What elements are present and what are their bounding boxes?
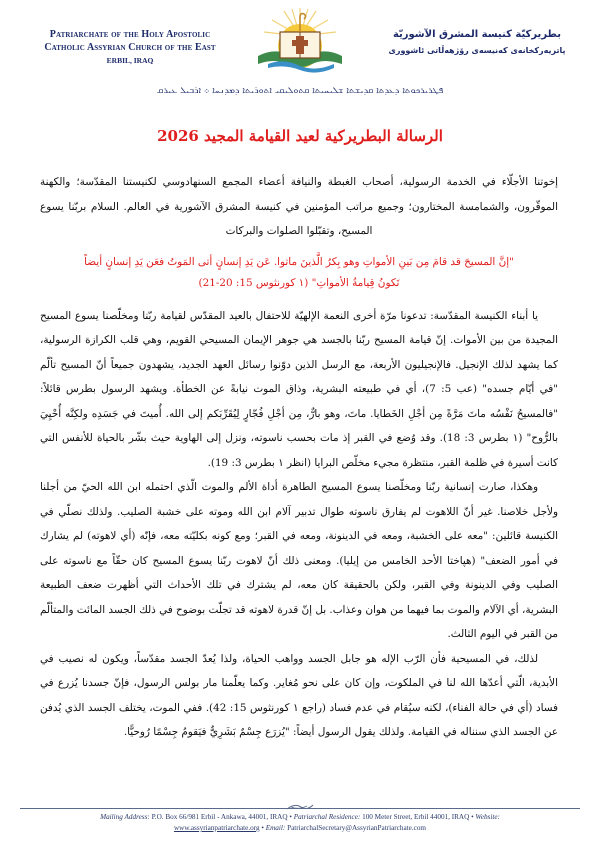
header-arabic-kurdish <box>382 26 572 58</box>
mailing-address: P.O. Box 66/981 Erbil - Ankawa, 44001, IRAQ <box>151 813 288 821</box>
footer-line1 <box>20 812 580 823</box>
body-paragraph-2: وهكذا، صارت إنسانية ربّنا ومخلّصنا يسوع المسيح الطاهرة أداة الألم والموت الّذي احتمله ابن الله الحيّ من أجلنا ولأجل خلاصنا. غير أنّ اللاهوت لم يفارق ناسوته طوال تدبير آلام ابن الله وموته على خشبة الصليب. ولذلك نصلّي في الكنيسة قائلين: "معه على الخشبة، ومعه في الدينونة، ومعه في القبر؛ ومع كونه بكليّته معه، فإنّه (أي لاهوته) لم يشارك في أمور الضعف" (هپاختا الأحد الخامس من إيليا). ومعنى ذلك أنّ لاهوت ربّنا يسوع المسيح كان حقّاً مع ناسوته على الصليب وفي الدينونة وفي القبر، ولكن بالحقيقة كان معه، لم يشترك في تلك الأحداث التي أظهرت ضعف الطبيعة البشرية، أي الآلام والموت بما فيهما من هوان وعذاب. بل إنّ قدرة لاهوته قد تجلّت بوضوح في ذلك الجسد المائت والمتألّم من القبر في اليوم الثالث. <box>40 481 558 640</box>
website-label: Website: <box>475 813 500 821</box>
residence-label: Patriarchal Residence: <box>293 813 361 821</box>
mailing-label: Mailing Address: <box>100 813 150 821</box>
residence-address: 100 Meter Street, Erbil 44001, IRAQ <box>362 813 470 821</box>
header-english-line2: Catholic Assyrian Church of the East <box>44 42 216 53</box>
footer-contact <box>20 812 580 834</box>
header-english-line1: Patriarchate of the Holy Apostolic <box>49 29 211 40</box>
separator: • <box>261 824 264 832</box>
body-paragraph-1: يا أبناء الكنيسة المقدّسة: تدعونا مرّة أخرى النعمة الإلهيّة للاحتفال بالعيد المقدّس لقيامة ربّنا ومخلّصنا يسوع المسيح المجيدة من بين الأموات. إنّ قيامة المسيح ربّنا بالجسد هي جوهر الإيمان المسيحي القويم، وهي قلب الكرازة الرسولية، كما يشهد لذلك الإنجيل. فالإنجيليون الأربعة، مع الرسل الذين دوّنوا رسائل العهد الجديد، يشهدون جميعاً أنّ المسيح تألّم "في أيّام جسده" (عب 5: 7)، أي في طبيعته البشرية، وذاق الموت نيابةً عن الخطأة. ويشهد الرسول بطرس قائلاً: "فالمسيحُ نَفْسُه ماتَ مَرَّةً مِن أجْلِ الخَطايا. ماتَ، وهو بارٌّ، مِن أجْلِ فُجّارٍ لِيُقَرِّبَكم إلى الله. أُميتَ في جَسَدِه ولكِنَّه أُحْيِيَ بالرُّوح" (١ بطرس 3: 18). وقد وُضع في القبر إذ مات بحسب ناسوته، ونزل إلى الهاوية حيث بشّر بالحياة للأنفس التي كانت أسيرة في ظلمة القبر، منتظرة مجيء مخلّص البرايا (انظر ١ بطرس 3: 19). <box>40 309 559 469</box>
header-kurdish-line: پاتریەرکخانەی کەنیسەی رۆژهەڵاتی ئاشووری <box>388 46 566 55</box>
church-emblem-icon <box>254 6 346 76</box>
separator: • <box>471 813 474 821</box>
email-address[interactable]: PatriarchalSecretary@AssyrianPatriarchate.com <box>287 824 427 832</box>
header-english <box>32 28 228 67</box>
separator: • <box>289 813 292 821</box>
scripture-quote-line2: تَكونُ قِيامةُ الأمواتِ" (١ كورنثوس 15: 20-21) <box>198 276 400 289</box>
body-paragraph-3: لذلك، في المسيحية فأن الرّب الإله هو جابل الجسد وواهب الحياة، ولذا يُعدّ الجسد مقدّساً، ويكون له نصيب في الأبدية، الّتي أعدّها الله لنا في الملكوت، وإن كان على نحو مُغاير. وكما يعلّمنا مار بولس الرسول، فإنّ جسدنا يُزرع في فساد (أي في حالة الفناء)، لكنه سيُقام في عدم فساد (راجع ١ كورنثوس 15: 42). ففي الموت، يختلف الجسد الذي يُدفن عن الجسد الذي سنناله في القيامة. ولذلك يقول الرسول أيضاً: "يُزرَع جِسْمٌ بَشَرِيٌّ فيَقومُ جِسْمًا رُوحيًّا. <box>40 652 558 738</box>
scripture-quote-line1: "إنَّ المسيحَ قد قامَ مِن بَينِ الأمواتِ وهو بِكرُ الَّذينَ ماتوا. عَن يَدِ إنسانٍ أتى المَوتُ فعَن يَدِ إنسانٍ أيضاً <box>84 255 514 268</box>
scripture-quote <box>40 252 558 294</box>
greeting-paragraph: إخوتنا الأجلّاء في الخدمة الرسولية، أصحاب الغبطة والنيافة أعضاء المجمع السنهادوسي لكنيستنا المقدّسة؛ والكهنة الموقّرون، والشمامسة المختارون؛ وجميع مراتب المؤمنين في كنيسة المشرق الآشورية في العالم. السلام بربّنا يسوع المسيح، وتقبّلوا الصلوات والبركات <box>40 176 558 237</box>
page-title: الرسالة البطريركية لعيد القيامة المجيد 2026 <box>157 127 443 145</box>
header-arabic-line: بطريركيّة كنيسة المشرق الآشوريّة <box>392 29 562 40</box>
website-link[interactable]: www.assyrianpatriarchate.org <box>173 824 260 832</box>
email-label: Email: <box>265 824 286 832</box>
footer-line2 <box>20 823 580 834</box>
letter-body <box>40 170 558 745</box>
header-english-line3: ERBIL, IRAQ <box>106 56 154 65</box>
header-syriac-line: ܦܛܪܝܪܟܘܬܐ ܕܥܕܬܐ ܩܕܝܫܬܐ ܫܠܝܚܝܬܐ ܩܬܘܠܝܩܝ ܐܬܘܪܝܬܐ ܕܡܕܢܚܐ ܀ ܐܪܒܝܠ ܥܝܪܩ <box>156 86 444 96</box>
